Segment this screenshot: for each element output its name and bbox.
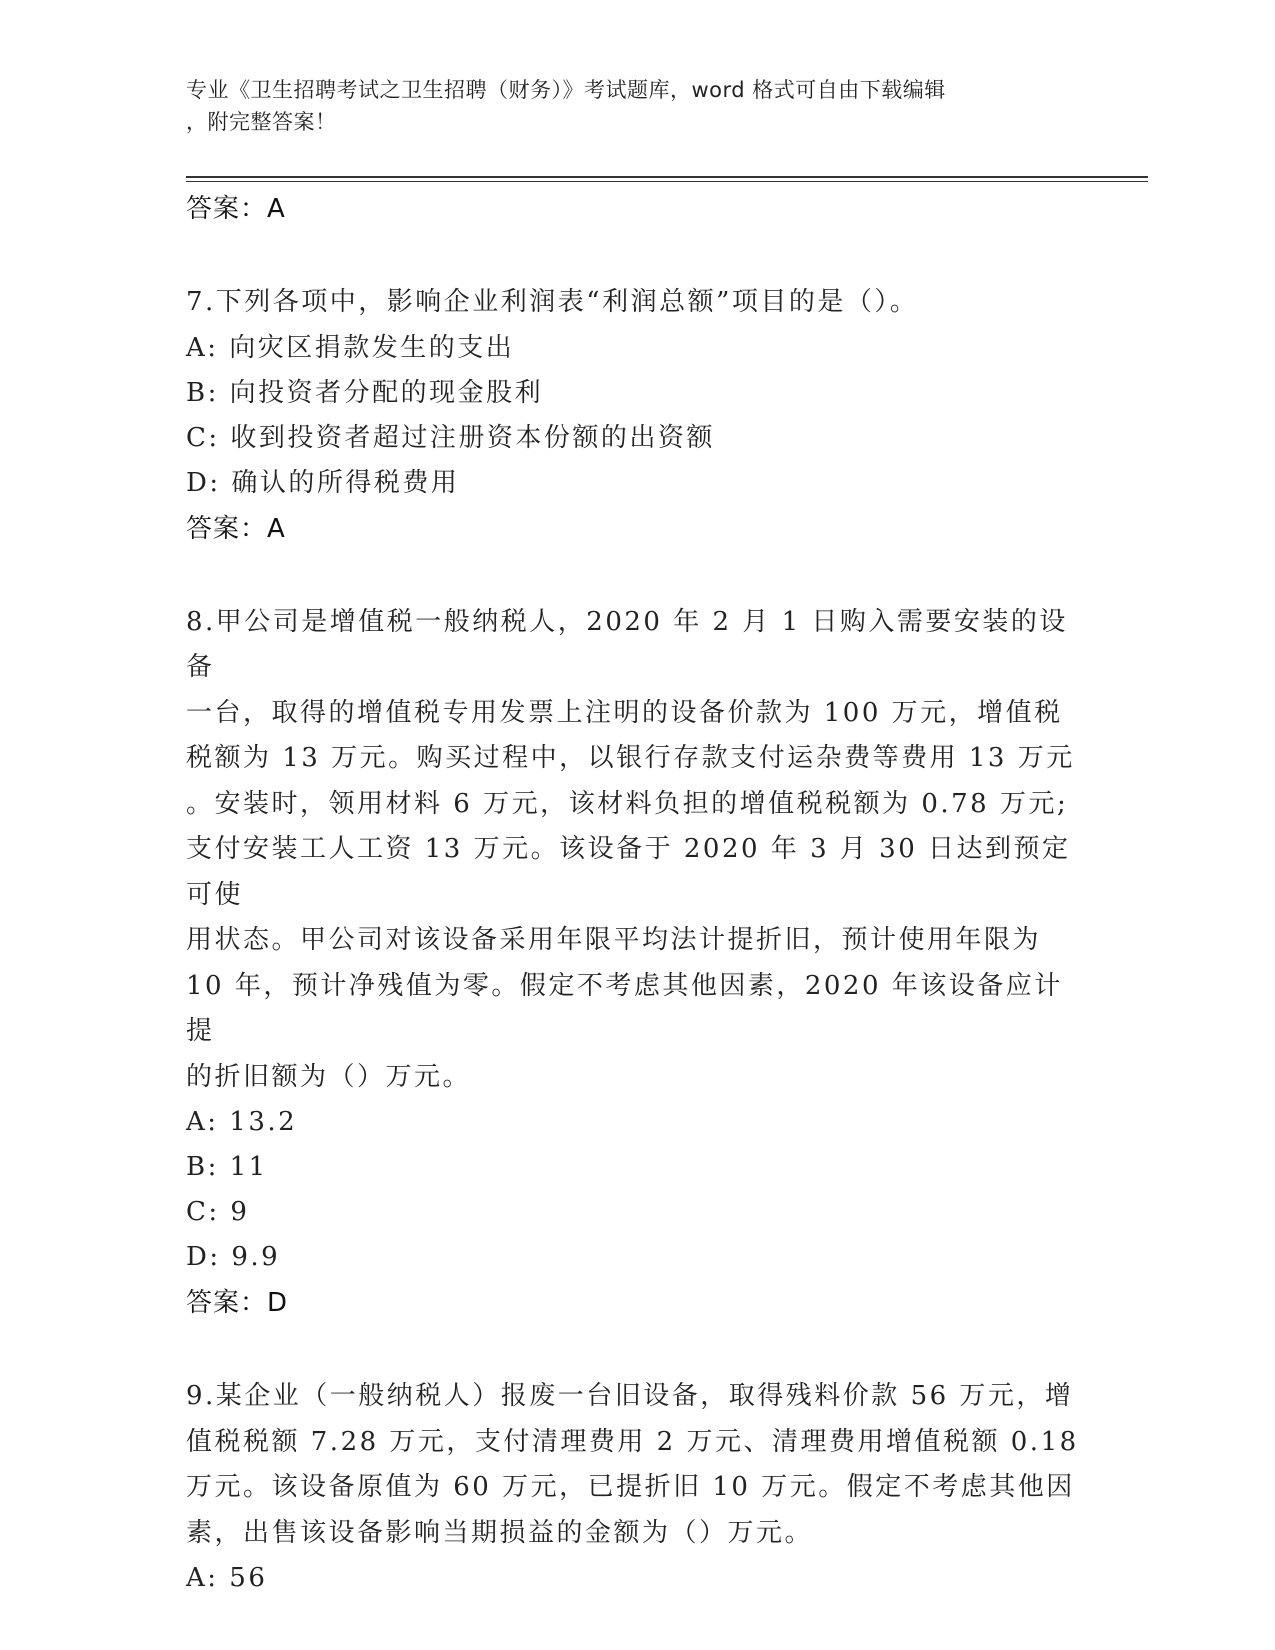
question-block — [186, 280, 1086, 552]
question-text-line: 一台，取得的增值税专用发票上注明的设备价款为 100 万元，增值税 — [186, 697, 1063, 728]
question-text-line: 税额为 13 万元。购买过程中，以银行存款支付运杂费等费用 13 万元 — [186, 743, 1075, 773]
question-text-line: 支付安装工人工资 13 万元。该设备于 2020 年 3 月 30 日达到预定可使 — [186, 834, 1071, 910]
question-block — [186, 600, 1086, 1327]
option-b: B: 向投资者分配的现金股利 — [186, 377, 544, 408]
question-text-line: 7.下列各项中，影响企业利润表“利润总额”项目的是（）。 — [186, 287, 919, 317]
question-text-line: 值税税额 7.28 万元，支付清理费用 2 万元、清理费用增值税额 0.18 — [186, 1426, 1079, 1457]
question-text-line: 素，出售该设备影响当期损益的金额为（）万元。 — [186, 1517, 814, 1548]
question-block — [186, 1374, 1086, 1601]
option-d: D: 确认的所得税费用 — [186, 467, 460, 498]
question-text-line: 。安装时，领用材料 6 万元，该材料负担的增值税税额为 0.78 万元; — [186, 788, 1069, 819]
page-header — [186, 74, 1066, 138]
header-line-2: ，附完整答案！ — [186, 110, 337, 134]
spacer — [186, 232, 1086, 280]
question-text-line: 用状态。甲公司对该设备采用年限平均法计提折旧，预计使用年限为 — [186, 925, 1042, 955]
question-text-line: 万元。该设备原值为 60 万元，已提折旧 10 万元。假定不考虑其他因 — [186, 1472, 1075, 1502]
option-a: A: 13.2 — [186, 1107, 298, 1137]
option-a: A: 56 — [186, 1563, 268, 1593]
question-text-line: 10 年，预计净残值为零。假定不考虑其他因素，2020 年该设备应计提 — [186, 970, 1063, 1046]
option-a: A: 向灾区捐款发生的支出 — [186, 332, 515, 363]
answer-line: 答案：D — [186, 1288, 289, 1318]
spacer — [186, 552, 1086, 600]
option-b: B: 11 — [186, 1152, 268, 1182]
option-c: C: 收到投资者超过注册资本份额的出资额 — [186, 422, 715, 453]
answer-line: 答案：A — [186, 513, 286, 544]
question-text-line: 的折旧额为（）万元。 — [186, 1061, 472, 1092]
question-text-line: 9.某企业（一般纳税人）报废一台旧设备，取得残料价款 56 万元，增 — [186, 1381, 1074, 1411]
spacer — [186, 1326, 1086, 1374]
header-rule-thin — [186, 181, 1148, 182]
option-c: C: 9 — [186, 1197, 250, 1227]
header-rule-thick — [186, 176, 1148, 178]
question-text-line: 8.甲公司是增值税一般纳税人，2020 年 2 月 1 日购入需要安装的设备 — [186, 606, 1068, 682]
option-d: D: 9.9 — [186, 1242, 281, 1272]
header-line-1: 专业《卫生招聘考试之卫生招聘（财务）》考试题库，word 格式可自由下载编辑 — [186, 78, 946, 102]
main-content — [186, 186, 1086, 1601]
answer-line: 答案：A — [186, 194, 286, 224]
